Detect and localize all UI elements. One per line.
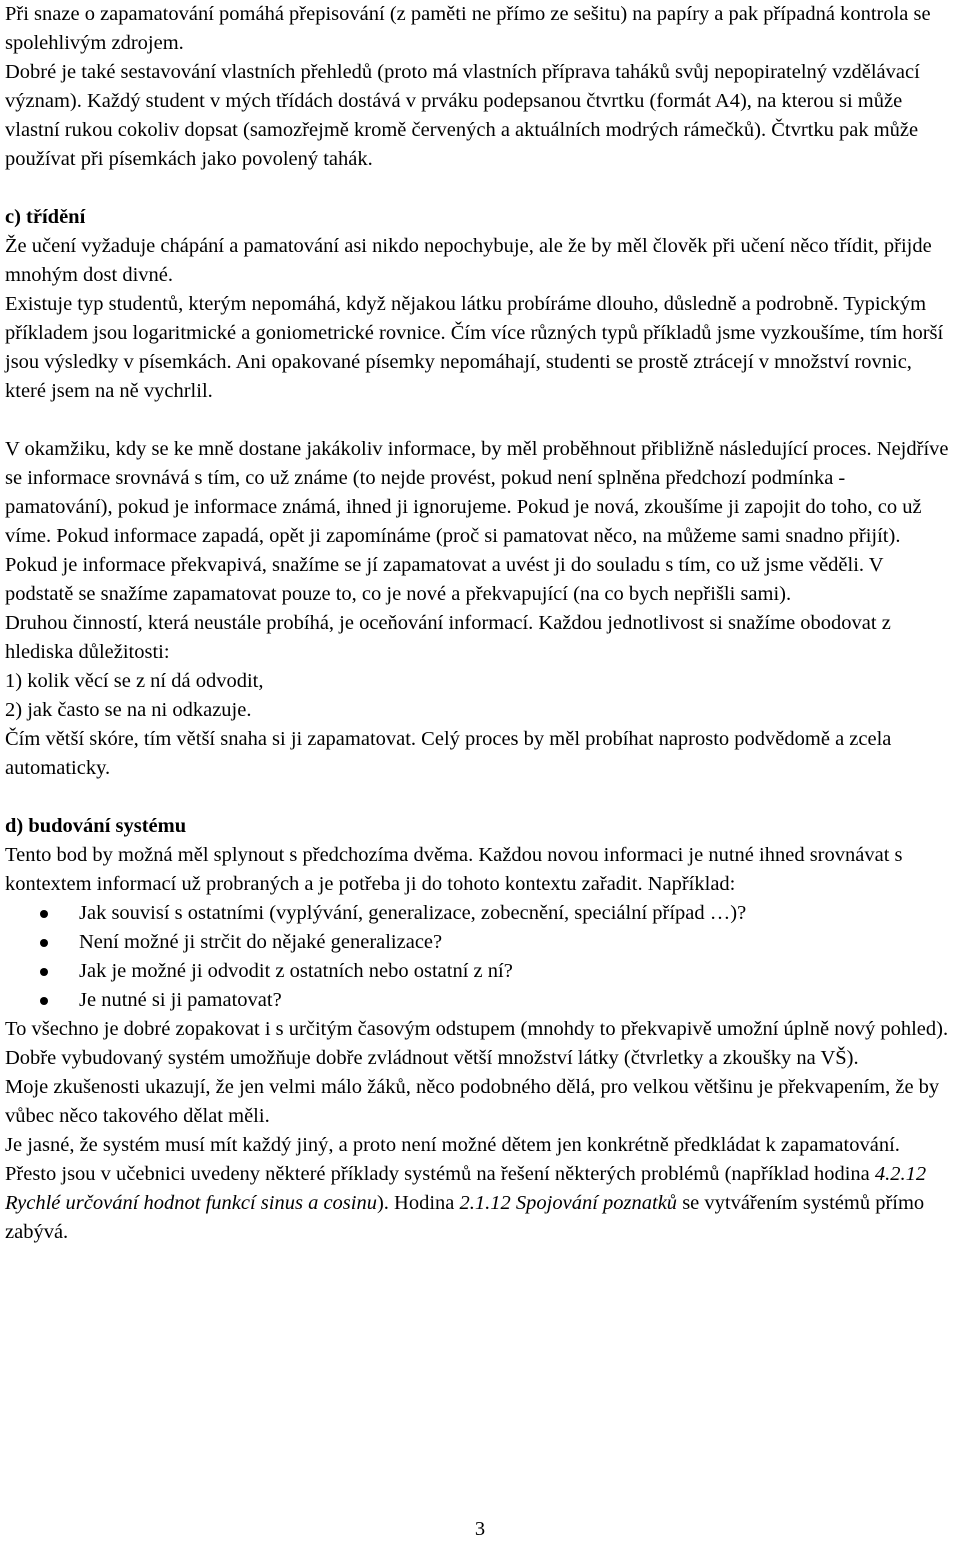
spacer [5, 783, 950, 812]
lesson-reference: 4.2.12 Rychlé určování hodnot funkcí sinus a cosinu [5, 1163, 927, 1214]
bullet-icon [40, 939, 48, 947]
paragraph-system-intro: Tento bod by možná měl splynout s předchozíma dvěma. Každou novou informaci je nutné ihned srovnávat s kontextem informací už probraných a je potřeba ji do tohoto kontextu zařadit. Například: [5, 844, 903, 895]
paragraph-experience: Moje zkušenosti ukazují, že jen velmi málo žáků, něco podobného dělá, pro velkou většinu je překvapením, že by vůbec něco takového dělat měli. [5, 1076, 940, 1127]
criterion-1: 1) kolik věcí se z ní dá odvodit, [5, 670, 264, 692]
paragraph-student-types: Existuje typ studentů, kterým nepomáhá, když nějakou látku probíráme dlouho, důsledně a podrobně. Typickým příkladem jsou logaritmické a goniometrické rovnice. Čím více různých typů příkladů jsme vyzkoušíme, tím horší jsou výsledky v písemkách. Ani opakované písemky nepomáhají, studenti se prostě ztrácejí v množství rovnic, které jsem na ně vychrlil. [5, 293, 944, 402]
paragraph-valuation: Druhou činností, která neustále probíhá, je oceňování informací. Každou jednotlivost si snažíme obodovat z hlediska důležitosti: [5, 612, 891, 663]
list-item: Jak souvisí s ostatními (vyplývání, generalizace, zobecnění, speciální případ …)? [5, 899, 950, 928]
paragraph-overviews: Dobré je také sestavování vlastních přehledů (proto má vlastních příprava taháků svůj nepopiratelný vzdělávací význam). Každý student v mých třídách dostává v prváku podepsanou čtvrtku (formát A4), na kterou si může vlastní rukou cokoliv dopsat (samozřejmě kromě červených a aktuálních modrých rámečků). Čtvrtku pak může používat při písemkách jako povolený tahák. [5, 61, 920, 170]
paragraph-repeat: To všechno je dobré zopakovat i s určitým časovým odstupem (mnohdy to překvapivě umožní úplně nový pohled). [5, 1018, 949, 1040]
document-page [5, 0, 950, 1247]
paragraph-sorting-intro: Že učení vyžaduje chápání a pamatování asi nikdo nepochybuje, ale že by měl člověk při učení něco třídit, přijde mnohým dost divné. [5, 235, 932, 286]
paragraph-score: Čím větší skóre, tím větší snaha si ji zapamatovat. Celý proces by měl probíhat naprosto podvědomě a zcela automaticky. [5, 728, 892, 779]
lesson-reference: 2.1.12 Spojování poznatků [459, 1192, 678, 1214]
bullet-icon [40, 968, 48, 976]
criterion-2: 2) jak často se na ni odkazuje. [5, 699, 252, 721]
list-item: Není možné ji strčit do nějaké generalizace? [5, 928, 950, 957]
section-heading-sorting: c) třídění [5, 206, 86, 228]
question-list [5, 899, 950, 1015]
paragraph-textbook-examples: Je jasné, že systém musí mít každý jiný, a proto není možné dětem jen konkrétně předkládat k zapamatování. Přesto jsou v učebnici uvedeny některé příklady systémů na řešení některých problémů (například hodina 4.2.12 Rychlé určování hodnot funkcí sinus a cosinu). Hodina 2.1.12 Spojování poznatků se vytvářením systémů přímo zabývá. [5, 1134, 927, 1243]
list-item: Jak je možné ji odvodit z ostatních nebo ostatní z ní? [5, 957, 950, 986]
list-item: Je nutné si ji pamatovat? [5, 986, 950, 1015]
paragraph-rewriting: Při snaze o zapamatování pomáhá přepisování (z paměti ne přímo ze sešitu) na papíry a pak případná kontrola se spolehlivým zdrojem. [5, 3, 931, 54]
paragraph-information-process: V okamžiku, kdy se ke mně dostane jakákoliv informace, by měl proběhnout přibližně následující proces. Nejdříve se informace srovnává s tím, co už známe (to nejde provést, pokud není splněna předchozí podmínka - pamatování), pokud je informace známá, ihned ji ignorujeme. Pokud je nová, zkoušíme ji zapojit do toho, co už víme. Pokud informace zapadá, opět ji zapomínáme (proč si pamatovat něco, na můžeme sami snadno přijít). Pokud je informace překvapivá, snažíme se jí zapamatovat a uvést ji do souladu s tím, co už jsme věděli. V podstatě se snažíme zapamatovat pouze to, co je nové a překvapující (na co bych nepřišli sami). [5, 438, 949, 605]
section-heading-system: d) budování systému [5, 815, 187, 837]
page-number: 3 [474, 1518, 486, 1540]
paragraph-well-built-system: Dobře vybudovaný systém umožňuje dobře zvládnout větší množství látky (čtvrletky a zkoušky na VŠ). [5, 1047, 859, 1069]
spacer [5, 174, 950, 203]
bullet-icon [40, 910, 48, 918]
spacer [5, 406, 950, 435]
bullet-icon [40, 997, 48, 1005]
